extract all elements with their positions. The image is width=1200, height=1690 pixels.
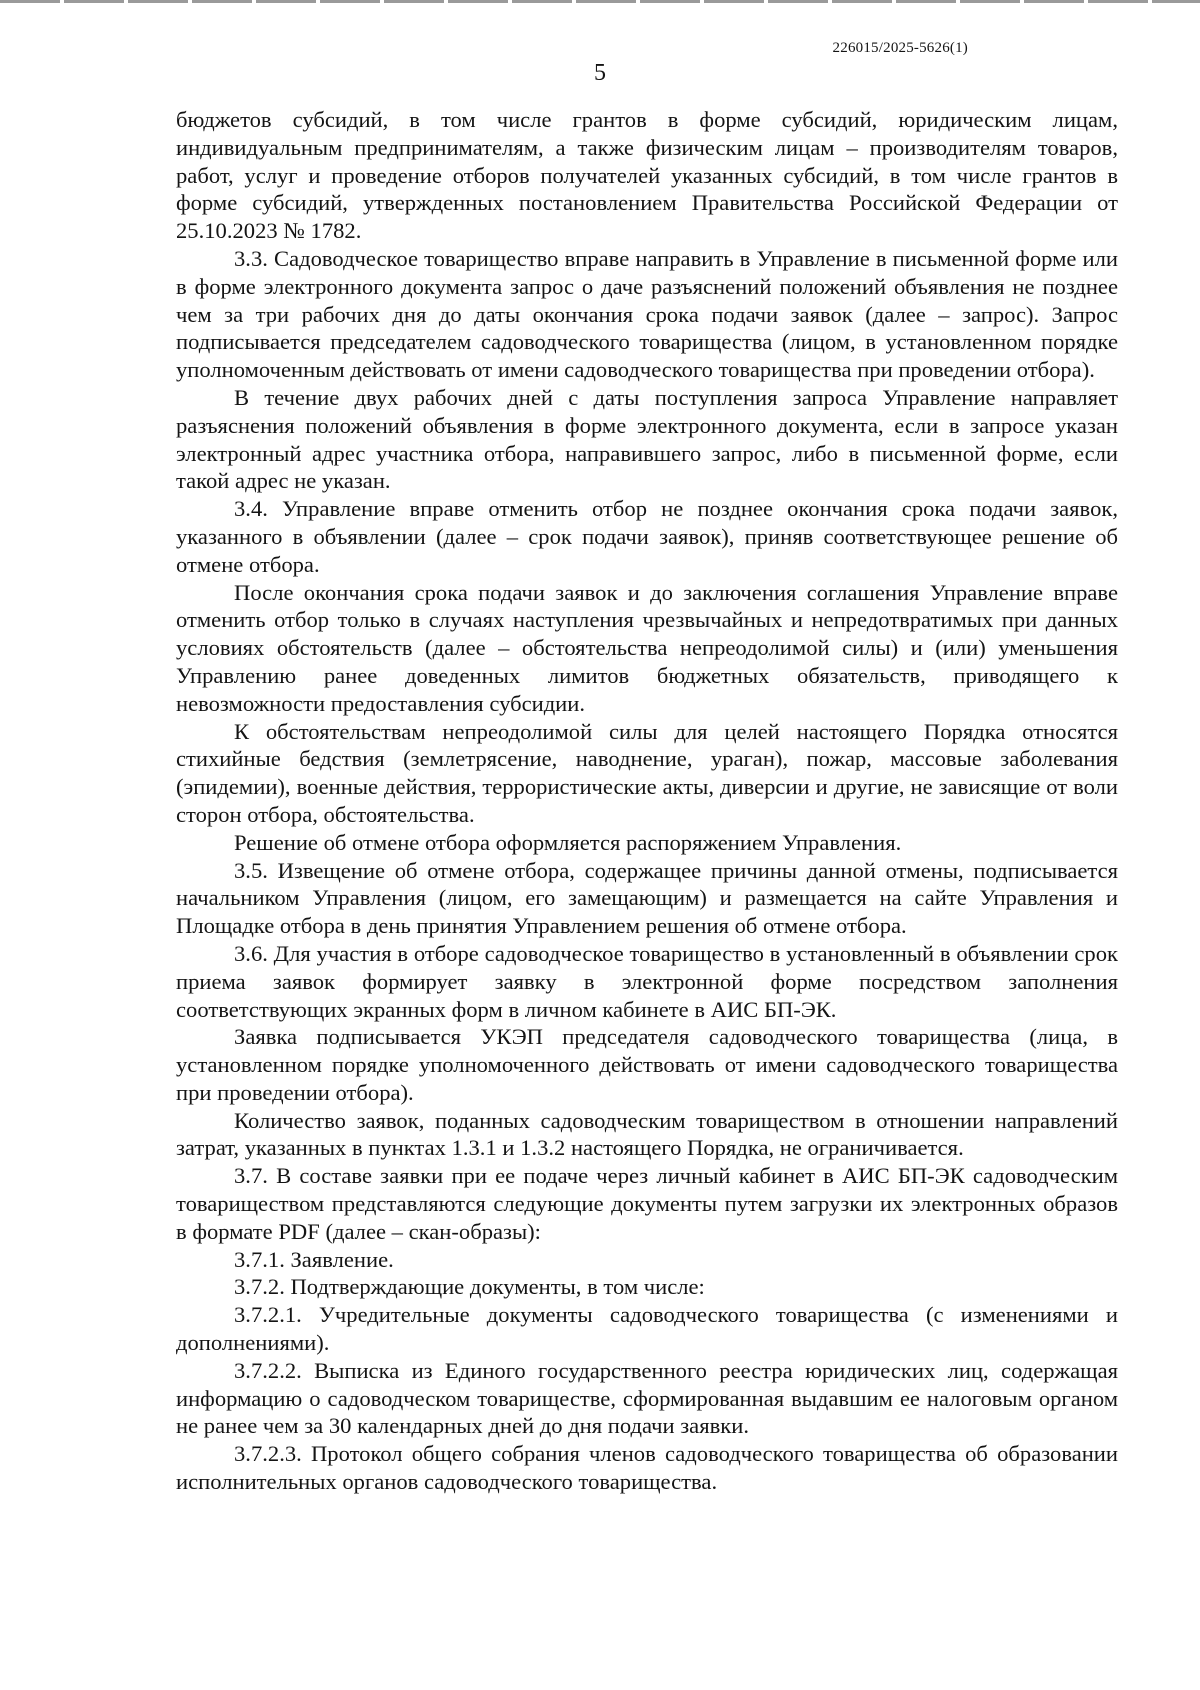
paragraph-3-7: 3.7. В составе заявки при ее подаче через личный кабинет в АИС БП-ЭК садоводческим товариществом представляются следующие документы путем загрузки их электронных образов в формате PDF (далее – скан-образы):: [176, 1163, 1118, 1244]
paragraph-application-count: Количество заявок, поданных садоводческим товариществом в отношении направлений затрат, указанных в пунктах 1.3.1 и 1.3.2 настоящего Порядка, не ограничивается.: [176, 1107, 1118, 1161]
paragraph-application-signature: Заявка подписывается УКЭП председателя садоводческого товарищества (лица, в установленном порядке уполномоченного действовать от имени садоводческого товарищества при проведении отбора).: [176, 1024, 1118, 1105]
paragraph-3-7-2-1: 3.7.2.1. Учредительные документы садоводческого товарищества (с изменениями и дополнениями).: [176, 1302, 1118, 1356]
paragraph-3-6: 3.6. Для участия в отборе садоводческое товарищество в установленный в объявлении срок приема заявок формирует заявку в электронной форме посредством заполнения соответствующих экранных форм в личном кабинете в АИС БП-ЭК.: [176, 940, 1118, 1022]
paragraph-clarification-term: В течение двух рабочих дней с даты поступления запроса Управление направляет разъяснения положений объявления в форме электронного документа, если в запросе указан электронный адрес участника отбора, направившего запрос, либо в письменной форме, если такой адрес не указан.: [176, 384, 1118, 494]
paragraph-3-7-2-3: 3.7.2.3. Протокол общего собрания членов садоводческого товарищества об образовании исполнительных органов садоводческого товарищества.: [176, 1441, 1118, 1495]
paragraph-3-3: 3.3. Садоводческое товарищество вправе направить в Управление в письменной форме или в форме электронного документа запрос о даче разъяснений положений объявления не позднее чем за три рабочих дня до даты окончания срока подачи заявок (далее – запрос). Запрос подписывается председателем садоводческого товарищества (лицом, в установленном порядке уполномоченным действовать от имени садоводческого товарищества при проведении отбора).: [176, 245, 1118, 383]
document-registration-number: 226015/2025-5626(1): [832, 40, 968, 56]
page-number: 5: [594, 60, 606, 86]
page-top-edge: [0, 0, 1200, 3]
paragraph-cancellation-order: Решение об отмене отбора оформляется распоряжением Управления.: [234, 829, 902, 855]
paragraph-3-7-1: 3.7.1. Заявление.: [234, 1246, 394, 1272]
paragraph-3-4: 3.4. Управление вправе отменить отбор не позднее окончания срока подачи заявок, указанного в объявлении (далее – срок подачи заявок), приняв соответствующее решение об отмене отбора.: [176, 496, 1118, 577]
paragraph-3-7-2-2: 3.7.2.2. Выписка из Единого государственного реестра юридических лиц, содержащая информацию о садоводческом товариществе, сформированная выдавшим ее налоговым органом не ранее чем за 30 календарных дней до дня подачи заявки.: [176, 1357, 1118, 1439]
paragraph-continuation: бюджетов субсидий, в том числе грантов в форме субсидий, юридическим лицам, индивидуальным предпринимателям, а также физическим лицам – производителям товаров, работ, услуг и проведение отборов получателей указанных субсидий, в том числе грантов в форме субсидий, утвержденных постановлением Правительства Российской Федерации от 25.10.2023 № 1782.: [176, 107, 1118, 244]
paragraph-3-5: 3.5. Извещение об отмене отбора, содержащее причины данной отмены, подписывается начальником Управления (лицом, его замещающим) и размещается на сайте Управления и Площадке отбора в день принятия Управлением решения об отмене отбора.: [176, 857, 1118, 939]
document-body: [176, 106, 1118, 1496]
paragraph-3-7-2: 3.7.2. Подтверждающие документы, в том числе:: [234, 1274, 705, 1300]
paragraph-cancellation-after-deadline: После окончания срока подачи заявок и до заключения соглашения Управление вправе отменить отбор только в случаях наступления чрезвычайных и непредотвратимых при данных условиях обстоятельств (далее – обстоятельства непреодолимой силы) и (или) уменьшения Управлению ранее доведенных лимитов бюджетных обязательств, приводящего к невозможности предоставления субсидии.: [176, 579, 1118, 716]
paragraph-force-majeure: К обстоятельствам непреодолимой силы для целей настоящего Порядка относятся стихийные бедствия (землетрясение, наводнение, ураган), пожар, массовые заболевания (эпидемии), военные действия, террористические акты, диверсии и другие, не зависящие от воли сторон отбора, обстоятельства.: [176, 718, 1118, 827]
